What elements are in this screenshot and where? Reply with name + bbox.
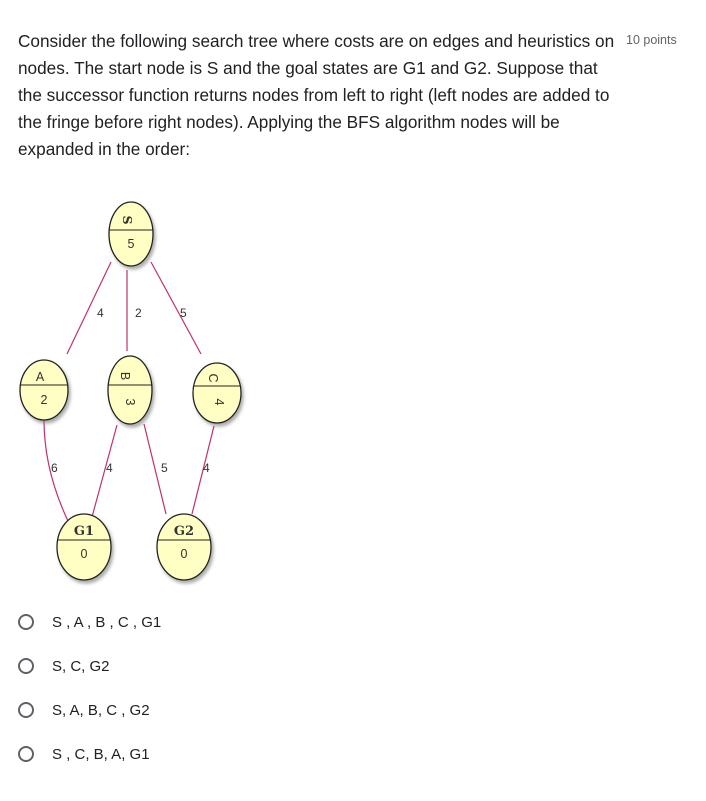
- node-g2: [157, 514, 211, 580]
- points-label: 10 points: [626, 33, 677, 47]
- node-g1-heuristic: 0: [80, 547, 88, 561]
- option-1-label[interactable]: S , A , B , C , G1: [52, 613, 162, 631]
- node-g1: [57, 514, 111, 580]
- node-g2-name: G2: [173, 524, 195, 539]
- option-4-label[interactable]: S , C, B, A, G1: [52, 745, 150, 763]
- option-2[interactable]: [18, 644, 161, 688]
- edge-s-c: [151, 262, 201, 354]
- node-s-name: S: [120, 215, 135, 225]
- edge-label-s-b: 2: [135, 306, 142, 320]
- edge-label-b-g1: 4: [106, 461, 113, 475]
- edge-label-c-g2: 4: [203, 461, 210, 475]
- option-3[interactable]: [18, 688, 161, 732]
- radio-button-2[interactable]: [18, 658, 34, 674]
- node-s: [109, 202, 153, 266]
- node-g2-heuristic: 0: [180, 547, 188, 561]
- option-2-label[interactable]: S, C, G2: [52, 657, 110, 675]
- node-b: [108, 356, 152, 424]
- radio-button-1[interactable]: [18, 614, 34, 630]
- option-4[interactable]: [18, 732, 161, 776]
- node-b-name: B: [118, 371, 132, 381]
- node-c: [193, 363, 241, 423]
- node-a-name: A: [35, 370, 45, 384]
- edge-label-b-g2: 5: [161, 461, 168, 475]
- question-text: Consider the following search tree where costs are on edges and heuristics on nodes. The start node is S and the goal states are G1 and G2. Suppose that the successor function returns nodes from left to right (left nodes are added to the fringe before right nodes). Applying the BFS algorithm nodes will be expanded in the order:: [18, 31, 615, 159]
- node-s-heuristic: 5: [127, 237, 135, 251]
- node-b-heuristic: 3: [123, 398, 137, 406]
- option-3-label[interactable]: S, A, B, C , G2: [52, 701, 150, 719]
- search-tree-diagram: [0, 195, 260, 595]
- node-a-heuristic: 2: [40, 393, 48, 407]
- node-a: [20, 360, 68, 420]
- edge-b-g1: [92, 425, 117, 517]
- edge-s-a: [67, 262, 111, 354]
- answer-options: [18, 600, 161, 776]
- radio-button-3[interactable]: [18, 702, 34, 718]
- node-c-name: C: [206, 373, 220, 383]
- radio-button-4[interactable]: [18, 746, 34, 762]
- edge-label-s-c: 5: [180, 306, 187, 320]
- node-g1-name: G1: [73, 524, 95, 539]
- edge-label-a-g1: 6: [51, 461, 58, 475]
- edge-label-s-a: 4: [97, 306, 104, 320]
- option-1[interactable]: [18, 600, 161, 644]
- node-c-heuristic: 4: [212, 398, 226, 406]
